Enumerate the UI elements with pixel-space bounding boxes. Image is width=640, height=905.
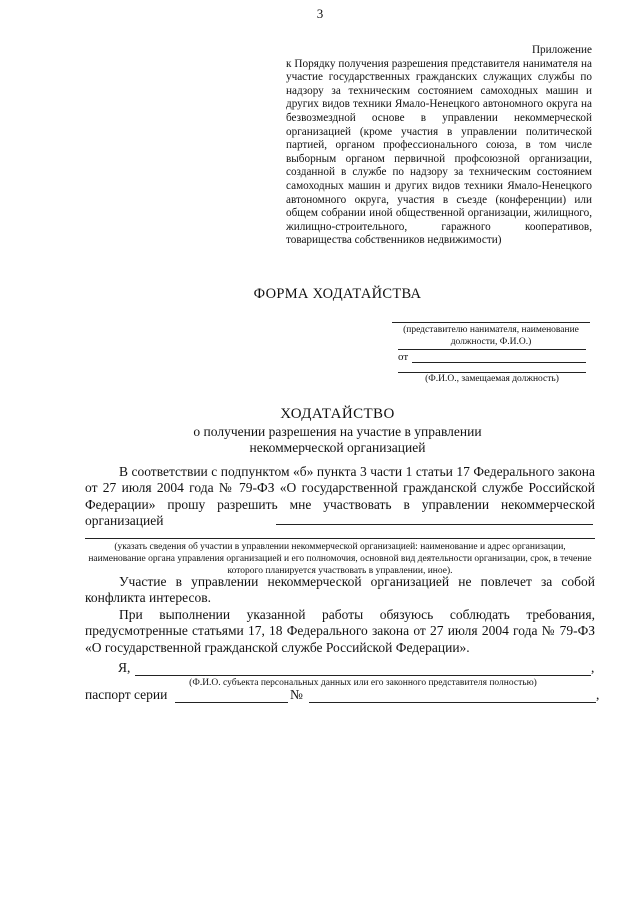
i-caption: (Ф.И.О. субъекта персональных данных или его законного представителя полностью) <box>189 678 537 688</box>
passport-label: паспорт серии <box>85 687 168 702</box>
paragraph-2: Участие в управлении некоммерческой организацией не повлечет за собой конфликта интересов. <box>85 574 595 606</box>
form-title: ФОРМА ХОДАТАЙСТВА <box>253 286 422 302</box>
paragraph-1: В соответствии с подпунктом «б» пункта 3 части 1 статьи 17 Федерального закона от 27 июля 2004 года № 79-ФЗ «О государственной гражданской службе Российской Федерации» прошу разрешить мне участвовать в управлении некоммерческой организацией <box>85 464 595 528</box>
i-line <box>135 675 591 676</box>
from-line <box>412 362 586 363</box>
appendix-block <box>286 44 592 248</box>
appendix-text: к Порядку получения разрешения представителя нанимателя на участие государственных гражданских служащих службы по надзору за техническим состоянием самоходных машин и других видов техники Ямало-Ненецкого автономного округа на безвозмездной основе в управлении некоммерческой организацией (кроме участия в управлении политической партией, органом профессионального союза, в том числе выборным органом первичной профсоюзной организации, созданной в службе по надзору за техническим состоянием самоходных машин и других видов техники Ямало-Ненецкого автономного округа, участия в съезде (конференции) или общем собрании иной общественной организации, жилищного, жилищно-строительного, гаражного кооперативов, товарищества собственников недвижимости) <box>286 57 592 247</box>
organization-note: (указать сведения об участии в управлении некоммерческой организацией: наименование и адрес организации, наименование органа управления организацией и его полномочия, основной вид деятельности организации, срок, в течение которого планируется участвовать в управлении, иное). <box>88 542 592 576</box>
subtitle-line-1: о получении разрешения на участие в управлении <box>193 424 482 439</box>
i-label: Я, <box>118 660 131 675</box>
subtitle-line-2: некоммерческой организацией <box>249 440 426 455</box>
from-caption: (Ф.И.О., замещаемая должность) <box>425 374 559 384</box>
organization-line-2 <box>85 538 595 539</box>
addressee-caption: (представителю нанимателя, наименование должности, Ф.И.О.) <box>403 325 579 347</box>
passport-comma: , <box>596 687 600 702</box>
from-label: от <box>398 351 409 363</box>
addressee-line <box>392 322 590 323</box>
passport-number-label: № <box>290 687 303 702</box>
appendix-heading: Приложение <box>531 44 592 56</box>
page-number: 3 <box>316 6 324 21</box>
document-title: ХОДАТАЙСТВО <box>280 406 395 422</box>
document-subtitle <box>0 424 640 456</box>
passport-series-line <box>175 702 288 703</box>
i-comma: , <box>591 660 595 675</box>
addressee-line-2 <box>398 349 586 350</box>
paragraph-3: При выполнении указанной работы обязуюсь соблюдать требования, предусмотренные статьями 17, 18 Федерального закона от 27 июля 2004 года № 79-ФЗ «О государственной гражданской службе Российской Федерации». <box>85 607 595 655</box>
passport-number-line <box>309 702 596 703</box>
organization-line <box>276 524 593 525</box>
